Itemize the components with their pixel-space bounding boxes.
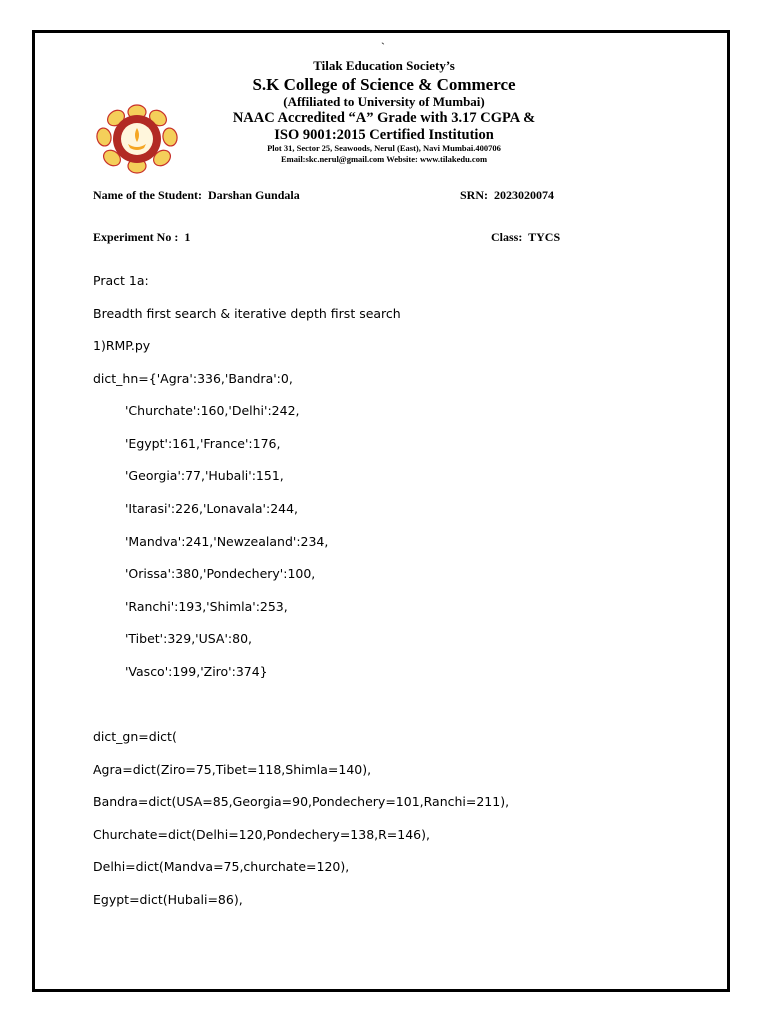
code-line: 'Vasco':199,'Ziro':374} [125, 664, 268, 679]
society-name: Tilak Education Society’s [313, 58, 455, 73]
practical-description: Breadth first search & iterative depth first search [93, 306, 401, 321]
code-line: 'Tibet':329,'USA':80, [125, 631, 252, 646]
file-name: 1)RMP.py [93, 338, 151, 353]
class-value: TYCS [528, 230, 561, 244]
tick-mark: ` [381, 40, 385, 54]
code-line: 'Orissa':380,'Pondechery':100, [125, 566, 316, 581]
code-line: 'Ranchi':193,'Shimla':253, [125, 599, 288, 614]
code-line: 'Churchate':160,'Delhi':242, [125, 403, 300, 418]
code-line: 'Georgia':77,'Hubali':151, [125, 468, 284, 483]
experiment-no-field [93, 230, 190, 245]
class-field [491, 230, 560, 245]
pract-title: Pract 1a: [93, 273, 149, 288]
code-line: Churchate=dict(Delhi=120,Pondechery=138,R=146), [93, 827, 430, 842]
code-line: Egypt=dict(Hubali=86), [93, 892, 243, 907]
code-line: 'Mandva':241,'Newzealand':234, [125, 534, 329, 549]
code-line: 'Itarasi':226,'Lonavala':244, [125, 501, 299, 516]
srn-value: 2023020074 [494, 188, 555, 202]
student-name-value: Darshan Gundala [208, 188, 300, 202]
experiment-no-value: 1 [184, 230, 191, 244]
code-line: dict_gn=dict( [93, 729, 177, 744]
class-label: Class: [491, 230, 523, 244]
affiliation: (Affiliated to University of Mumbai) [283, 94, 485, 109]
code-line: Agra=dict(Ziro=75,Tibet=118,Shimla=140), [93, 762, 372, 777]
student-name-field [93, 188, 300, 203]
srn-label: SRN: [460, 188, 489, 202]
student-name-label: Name of the Student: [93, 188, 202, 202]
srn-field [460, 188, 554, 203]
iso-certification: ISO 9001:2015 Certified Institution [274, 127, 494, 143]
naac-accreditation: NAAC Accredited “A” Grade with 3.17 CGPA & [232, 110, 536, 126]
experiment-no-label: Experiment No : [93, 230, 179, 244]
contact-info: Email:skc.nerul@gmail.com Website: www.tilakedu.com [280, 154, 488, 164]
code-line: Bandra=dict(USA=85,Georgia=90,Pondechery=101,Ranchi=211), [93, 794, 510, 809]
code-line: 'Egypt':161,'France':176, [125, 436, 281, 451]
address: Plot 31, Sector 25, Seawoods, Nerul (East), Navi Mumbai.400706 [267, 143, 501, 153]
code-line: dict_hn={'Agra':336,'Bandra':0, [93, 371, 293, 386]
college-name: S.K College of Science & Commerce [252, 75, 516, 94]
code-line: Delhi=dict(Mandva=75,churchate=120), [93, 859, 350, 874]
